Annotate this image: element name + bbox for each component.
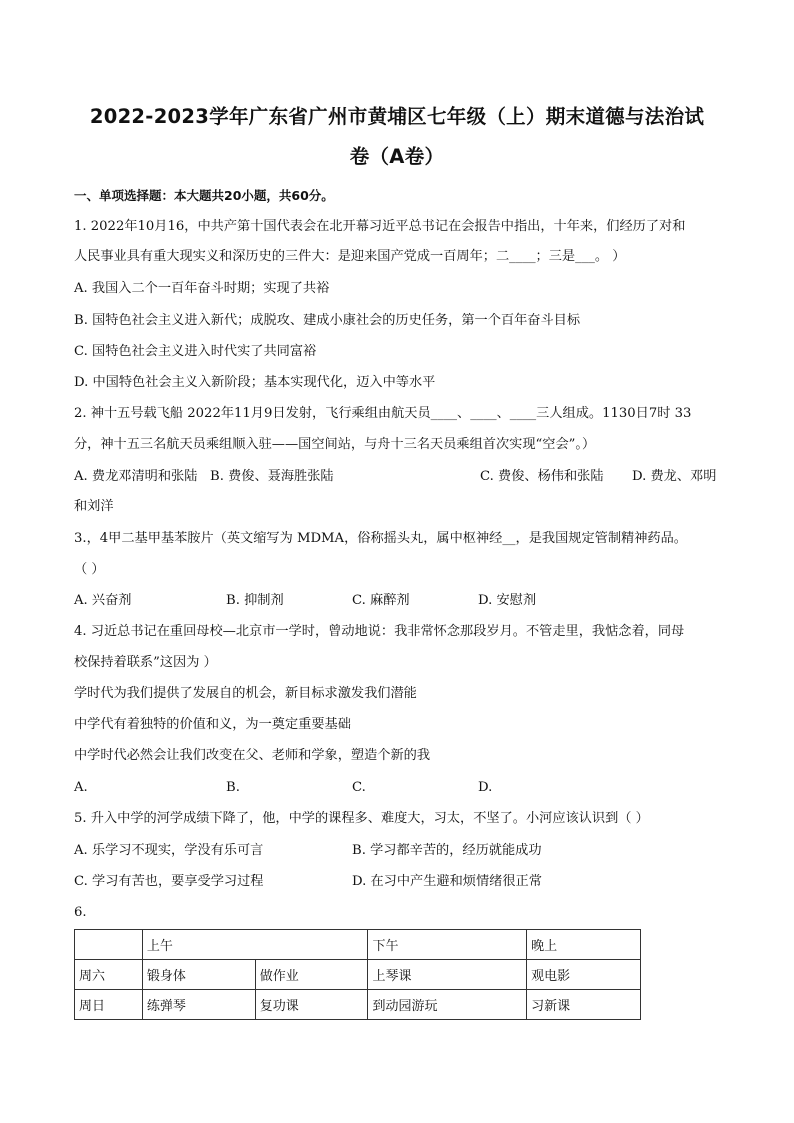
schedule-cell: 练弹琴 <box>142 990 255 1020</box>
schedule-cell: 到动园游玩 <box>368 990 527 1020</box>
schedule-cell: 上琴课 <box>368 960 527 990</box>
q4-statement-1: 学时代为我们提供了发展自的机会，新目标求激发我们潜能 <box>74 686 417 701</box>
q5-option-b: B. 学习都辛苦的，经历就能成功 <box>352 843 542 858</box>
schedule-header-cell <box>75 930 143 960</box>
q4-statement-3: 中学时代必然会让我们改变在父、老师和学象，塑造个新的我 <box>74 748 431 763</box>
q2-option-b: B. 费俊、聂海胜张陆 <box>210 469 334 484</box>
schedule-cell: 锻身体 <box>142 960 255 990</box>
q3-option-a: A. 兴奋剂 <box>74 593 132 608</box>
q1-option-b: B. 国特色社会主义进入新代；成脱攻、建成小康社会的历史任务，第一个百年奋斗目标 <box>74 313 581 328</box>
q3-stem-line-2: （ ） <box>74 562 105 577</box>
schedule-day-cell: 周六 <box>75 960 143 990</box>
q5-option-a: A. 乐学习不现实，学没有乐可言 <box>74 843 264 858</box>
q5-option-c: C. 学习有苦也，要享受学习过程 <box>74 874 264 889</box>
q4-stem-line-2: 校保持着联系”这因为 ） <box>74 655 217 670</box>
q1-option-a: A. 我国入二个一百年奋斗时期；实现了共裕 <box>74 281 330 296</box>
schedule-cell: 习新课 <box>527 990 641 1020</box>
q2-option-a: A. 费龙邓清明和张陆 <box>74 469 198 484</box>
q1-option-d: D. 中国特色社会主义入新阶段；基本实现代化，迈入中等水平 <box>74 375 436 390</box>
schedule-cell: 做作业 <box>255 960 368 990</box>
table-row <box>75 990 641 1020</box>
exam-title-line-2: 卷（A卷） <box>349 145 445 168</box>
q2-option-c: C. 费俊、杨伟和张陆 <box>480 469 604 484</box>
schedule-header-morning: 上午 <box>142 930 368 960</box>
q2-option-d-wrap: 和刘洋 <box>74 499 114 514</box>
q3-option-c: C. 麻醉剂 <box>352 593 410 608</box>
q2-option-d: D. 费龙、邓明 <box>632 469 717 484</box>
schedule-header-afternoon: 下午 <box>368 930 527 960</box>
exam-title-line-1: 2022-2023学年广东省广州市黄埔区七年级（上）期末道德与法治试 <box>89 105 705 128</box>
q4-option-b: B. <box>226 780 240 795</box>
q4-option-a: A. <box>74 780 88 795</box>
schedule-cell: 观电影 <box>527 960 641 990</box>
q2-stem-line-2: 分，神十五三名航天员乘组顺入驻——国空间站，与舟十三名天员乘组首次实现“空会”。） <box>74 437 596 452</box>
q4-statement-2: 中学代有着独特的价值和义，为一奠定重要基础 <box>74 717 351 732</box>
q2-stem-line-1: 2. 神十五号载飞船 2022年11月9日发射，飞行乘组由航天员____、____、____三人组成。1130日7时 33 <box>74 406 692 421</box>
q1-stem-line-2: 人民事业具有重大现实义和深历史的三件大：是迎来国产党成一百周年；二____；三是___。 ） <box>74 249 626 264</box>
schedule-header-evening: 晚上 <box>527 930 641 960</box>
q5-option-d: D. 在习中产生避和烦情绪很正常 <box>352 874 542 889</box>
q5-stem: 5. 升入中学的河学成绩下降了，他，中学的课程多、难度大，习太，不坚了。小河应该认识到（ ） <box>74 811 649 826</box>
q3-stem-line-1: 3.，4甲二基甲基苯胺片（英文缩写为 MDMA，俗称摇头丸，属中枢神经__，是我国规定管制精神药品。 <box>74 531 687 546</box>
q4-option-c: C. <box>352 780 366 795</box>
q4-option-d: D. <box>478 780 493 795</box>
schedule-header-row <box>75 930 641 960</box>
table-row <box>75 960 641 990</box>
schedule-day-cell: 周日 <box>75 990 143 1020</box>
schedule-table <box>74 929 641 1020</box>
q6-number: 6. <box>74 905 87 920</box>
schedule-cell: 复功课 <box>255 990 368 1020</box>
q1-option-c: C. 国特色社会主义进入时代实了共同富裕 <box>74 344 317 359</box>
q3-option-d: D. 安慰剂 <box>478 593 537 608</box>
q4-stem-line-1: 4. 习近总书记在重回母校—北京市一学时，曾动地说：我非常怀念那段岁月。不管走里，我惦念着，同母 <box>74 624 685 639</box>
q3-option-b: B. 抑制剂 <box>226 593 284 608</box>
section-heading: 一、单项选择题：本大题共20小题，共60分。 <box>74 188 334 203</box>
q1-stem-line-1: 1. 2022年10月16，中共产第十国代表会在北开幕习近平总书记在会报告中指出，十年来，们经历了对和 <box>74 219 686 234</box>
